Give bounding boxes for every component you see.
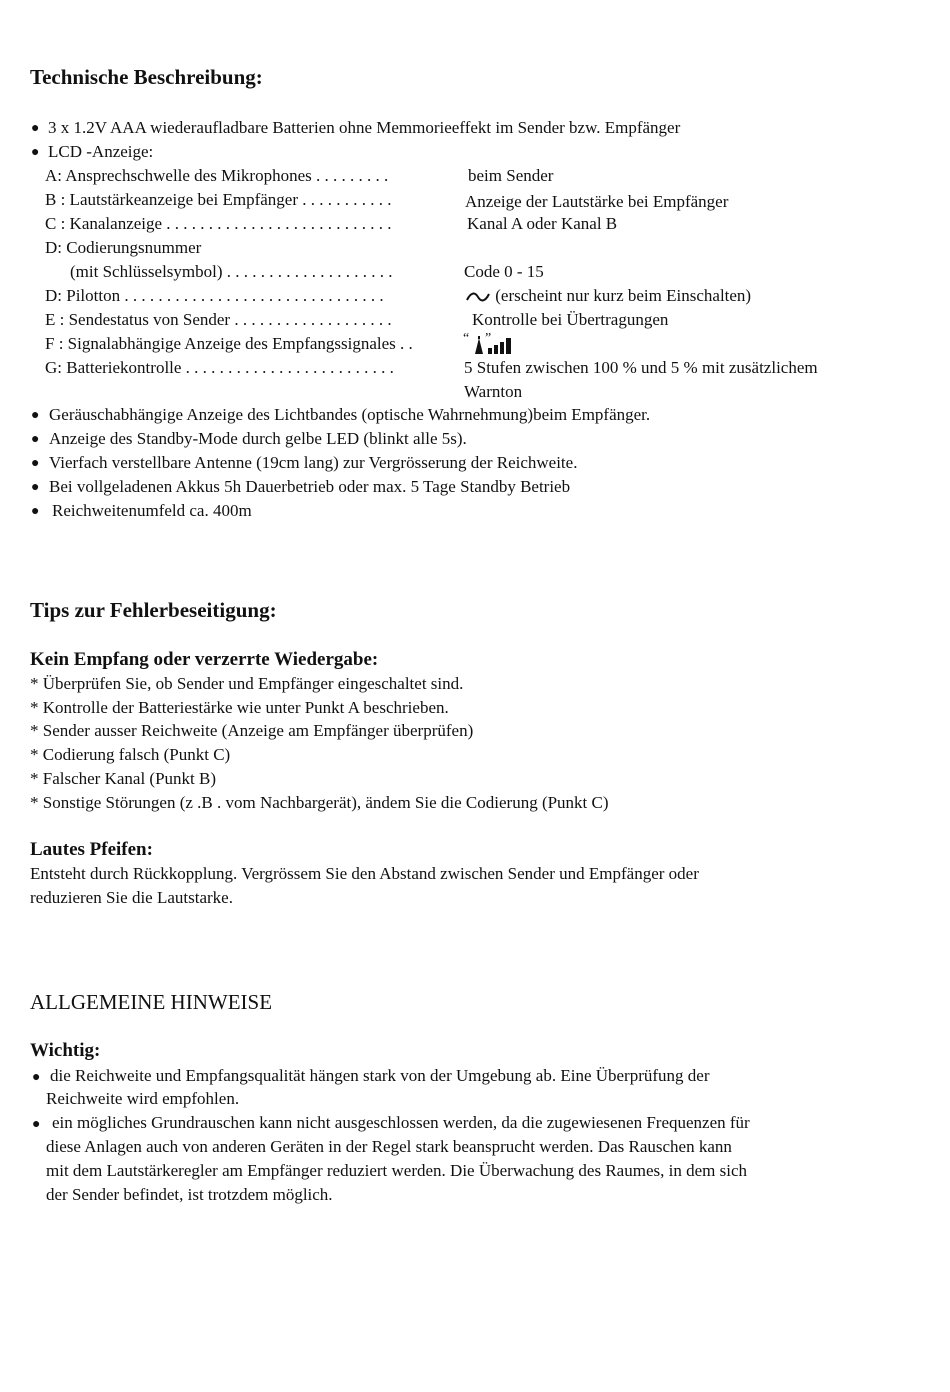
bullet-icon: ●	[31, 456, 40, 471]
tips-item: * Überprüfen Sie, ob Sender und Empfänger eingeschaltet sind.	[30, 674, 464, 693]
spec-item-antenna: Vierfach verstellbare Antenne (19cm lang) zur Vergrösserung der Reichweite.	[49, 453, 578, 472]
lcd-a-label: A: Ansprechschwelle des Mikrophones . . . . . . . . .	[45, 166, 389, 185]
spec-item-lcd: LCD -Anzeige:	[48, 142, 154, 161]
general-item-1-line1: die Reichweite und Empfangsqualität hängen stark von der Umgebung ab. Eine Überprüfung der	[50, 1066, 710, 1085]
lcd-b-value: Anzeige der Lautstärke bei Empfänger	[465, 192, 729, 211]
tips-subtitle-no-reception: Kein Empfang oder verzerrte Wiedergabe:	[30, 649, 379, 670]
spec-item-runtime: Bei vollgeladenen Akkus 5h Dauerbetrieb oder max. 5 Tage Standby Betrieb	[49, 477, 571, 496]
tips-item: * Sender ausser Reichweite (Anzeige am Empfänger überprüfen)	[30, 721, 474, 740]
lcd-f-label: F : Signalabhängige Anzeige des Empfangssignales . .	[45, 334, 413, 353]
section-title-general: ALLGEMEINE HINWEISE	[30, 990, 273, 1014]
lcd-pilot-value	[465, 286, 751, 306]
lcd-d-value: Code 0 - 15	[464, 262, 544, 281]
bullet-icon: ●	[32, 1070, 41, 1085]
lcd-d-sublabel: (mit Schlüsselsymbol) . . . . . . . . . . . . . . . . . . . .	[70, 262, 393, 281]
tips-item: * Sonstige Störungen (z .B . vom Nachbargerät), ändem Sie die Codierung (Punkt C)	[30, 793, 609, 812]
tips-item: * Kontrolle der Batteriestärke wie unter Punkt A beschrieben.	[30, 698, 449, 717]
general-item-2-line3: mit dem Lautstärkeregler am Empfänger reduziert werden. Die Überwachung des Raumes, in dem sich	[46, 1161, 747, 1180]
spec-item-lightband: Geräuschabhängige Anzeige des Lichtbandes (optische Wahrnehmung)beim Empfänger.	[49, 405, 651, 424]
bullet-icon: ●	[31, 145, 40, 160]
bullet-icon: ●	[31, 121, 40, 136]
tips-item: * Falscher Kanal (Punkt B)	[30, 769, 217, 788]
spec-item-batteries: 3 x 1.2V AAA wiederaufladbare Batterien ohne Memmorieeffekt im Sender bzw. Empfänger	[48, 118, 681, 137]
bullet-icon: ●	[32, 1117, 41, 1132]
general-item-2-line2: diese Anlagen auch von anderen Geräten in der Regel stark beansprucht werden. Das Rauschen kann	[46, 1137, 732, 1156]
section-title-tips: Tips zur Fehlerbeseitigung:	[30, 598, 277, 622]
general-item-2-line4: der Sender befindet, ist trotzdem möglich.	[46, 1185, 333, 1204]
lcd-e-label: E : Sendestatus von Sender . . . . . . . . . . . . . . . . . . .	[45, 310, 392, 329]
tilde-icon	[465, 290, 491, 304]
lcd-g-value-cont: Warnton	[464, 382, 523, 401]
spec-item-standby: Anzeige des Standby-Mode durch gelbe LED (blinkt alle 5s).	[49, 429, 467, 448]
general-item-2-line1: ein mögliches Grundrauschen kann nicht ausgeschlossen werden, da die zugewiesenen Frequenzen für	[52, 1113, 750, 1132]
signal-strength-icon	[463, 330, 517, 356]
section-title-technical: Technische Beschreibung:	[30, 65, 263, 89]
lcd-g-value: 5 Stufen zwischen 100 % und 5 % mit zusätzlichem	[464, 358, 818, 377]
lcd-g-label: G: Batteriekontrolle . . . . . . . . . . . . . . . . . . . . . . . . .	[45, 358, 394, 377]
lcd-c-value: Kanal A oder Kanal B	[467, 214, 618, 233]
general-subtitle-important: Wichtig:	[30, 1040, 101, 1061]
svg-text:”: ”	[485, 331, 492, 346]
tips-feedback-text-line1: Entsteht durch Rückkopplung. Vergrössem Sie den Abstand zwischen Sender und Empfänger oder	[30, 864, 699, 883]
tips-feedback-text-line2: reduzieren Sie die Lautstarke.	[30, 888, 233, 907]
svg-text:“: “	[463, 331, 470, 346]
lcd-e-value: Kontrolle bei Übertragungen	[472, 310, 669, 329]
lcd-a-value: beim Sender	[468, 166, 554, 185]
bullet-icon: ●	[31, 432, 40, 447]
lcd-b-label: B : Lautstärkeanzeige bei Empfänger . . . . . . . . . . .	[45, 190, 392, 209]
spec-item-range: Reichweitenumfeld ca. 400m	[52, 501, 252, 520]
lcd-d-label: D: Codierungsnummer	[45, 238, 202, 257]
bullet-icon: ●	[31, 408, 40, 423]
bullet-icon: ●	[31, 504, 40, 519]
lcd-f-value	[463, 330, 517, 361]
bullet-icon: ●	[31, 480, 40, 495]
lcd-pilot-label: D: Pilotton . . . . . . . . . . . . . . . . . . . . . . . . . . . . . . .	[45, 286, 384, 305]
lcd-pilot-text: (erscheint nur kurz beim Einschalten)	[495, 286, 752, 305]
general-item-1-line2: Reichweite wird empfohlen.	[46, 1089, 240, 1108]
tips-item: * Codierung falsch (Punkt C)	[30, 745, 231, 764]
lcd-c-label: C : Kanalanzeige . . . . . . . . . . . . . . . . . . . . . . . . . . .	[45, 214, 392, 233]
tips-subtitle-feedback: Lautes Pfeifen:	[30, 839, 153, 860]
